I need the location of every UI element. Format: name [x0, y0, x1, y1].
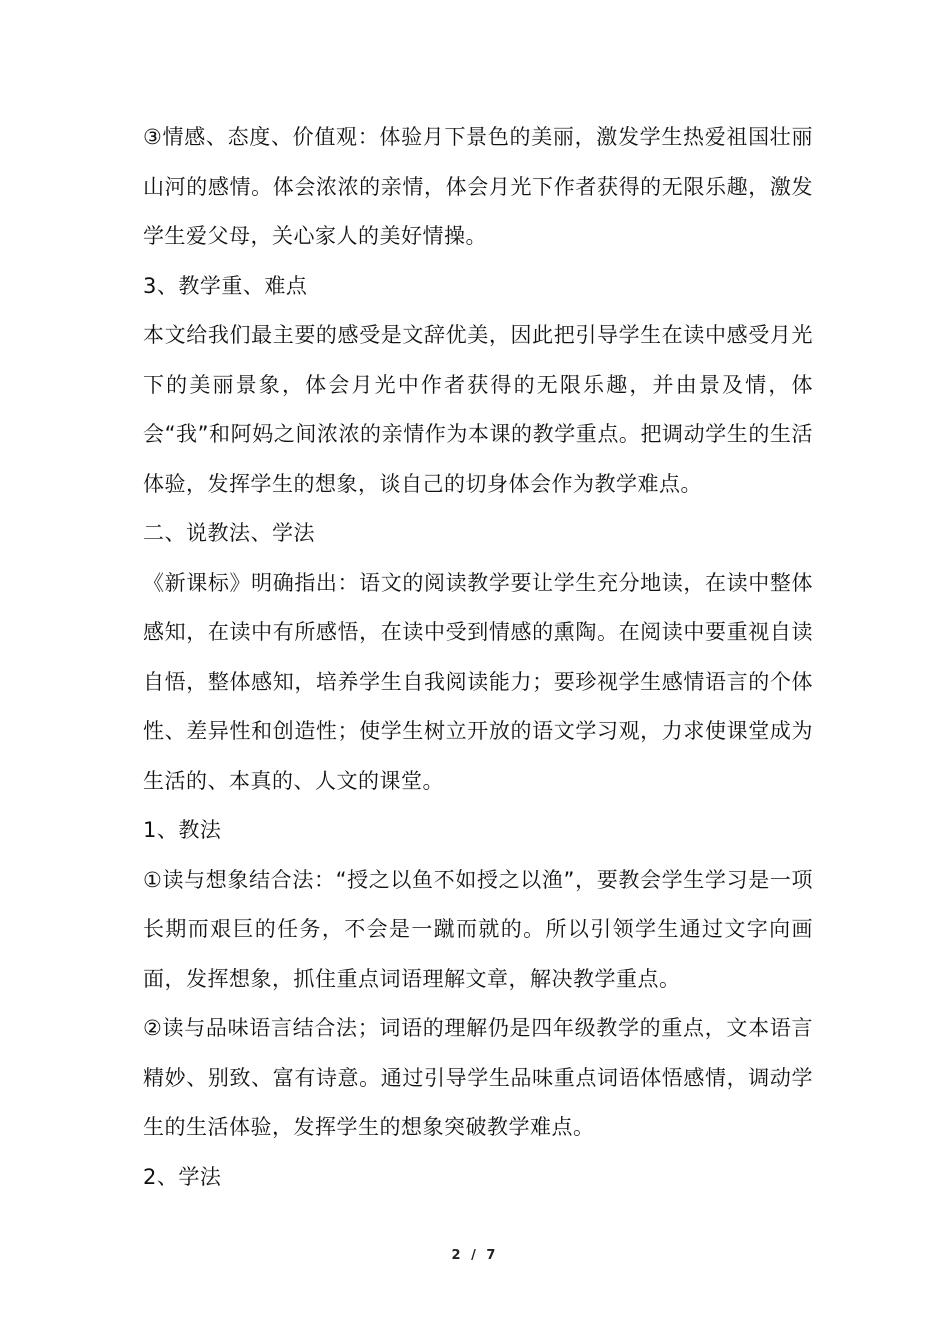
heading-teaching-method: 1、教法: [143, 818, 222, 842]
paragraph-reading-language-method: ②读与品味语言结合法；词语的理解仍是四年级教学的重点，文本语言精妙、别致、富有诗意。通过引导学生品味重点词语体悟感情，调动学生的生活体验，发挥学生的想象突破教学难点。: [143, 1016, 813, 1139]
heading-key-difficult-points: 3、教学重、难点: [143, 273, 308, 298]
paragraph-key-difficult-points: 本文给我们最主要的感受是文辞优美，因此把引导学生在读中感受月光下的美丽景象，体会月光中作者获得的无限乐趣，并由景及情，体会“我”和阿妈之间浓浓的亲情作为本课的教学重点。把调动学生的生活体验，发挥学生的想象，谈自己的切身体会作为教学难点。: [143, 323, 813, 496]
heading-learning-method: 2、学法: [143, 1164, 222, 1189]
paragraph-reading-imagination-method: ①读与想象结合法：“授之以鱼不如授之以渔”，要教会学生学习是一项长期而艰巨的任务，不会是一蹴而就的。所以引领学生通过文字向画面，发挥想象，抓住重点词语理解文章，解决教学重点。: [143, 867, 813, 991]
heading-teaching-learning-methods: 二、说教法、学法: [143, 521, 315, 545]
paragraph-emotion-goal: ③情感、态度、价值观：体验月下景色的美丽，激发学生热爱祖国壮丽山河的感情。体会浓浓的亲情，体会月光下作者获得的无限乐趣，激发学生爱父母，关心家人的美好情操。: [143, 125, 813, 248]
paragraph-curriculum-standard: 《新课标》明确指出：语文的阅读教学要让学生充分地读，在读中整体感知，在读中有所感悟，在读中受到情感的熏陶。在阅读中要重视自读自悟，整体感知，培养学生自我阅读能力；要珍视学生感情语言的个体性、差异性和创造性；使学生树立开放的语文学习观，力求使课堂成为生活的、本真的、人文的课堂。: [143, 570, 813, 793]
page-number: 2 / 7: [451, 1248, 499, 1263]
document-body: [143, 113, 813, 1202]
